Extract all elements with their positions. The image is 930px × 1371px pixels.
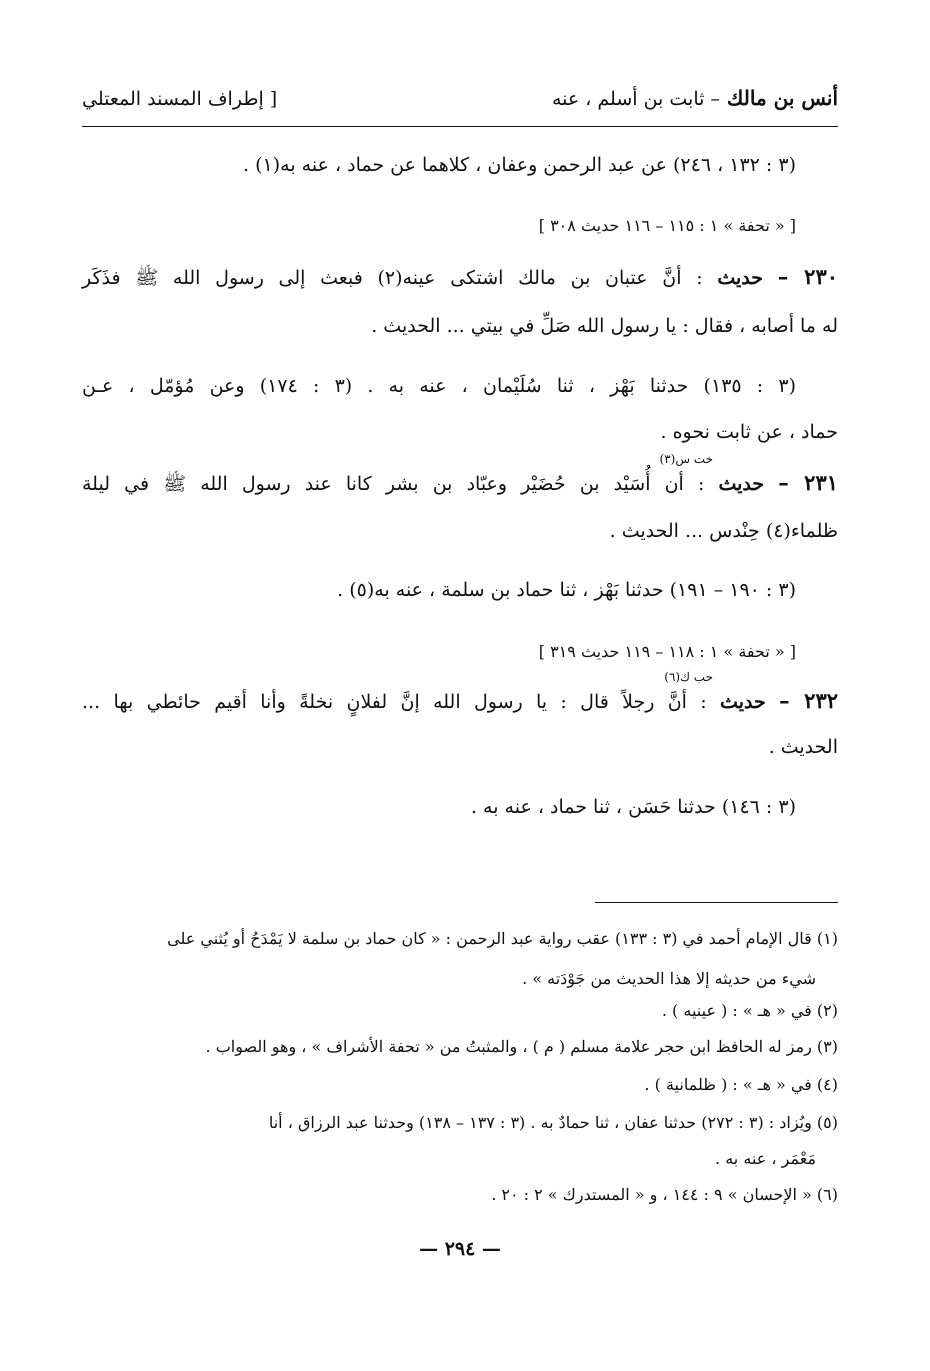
hadith-keyword: حديث xyxy=(718,473,765,495)
hadith-text: : أنَّ عتبان بن مالك اشتكى عينه(٢) فبعث إلى رسول الله ﷺ فذَكَر xyxy=(82,267,703,289)
tuhfa-reference: [ « تحفة » ١ : ١١٨ – ١١٩ حديث ٣١٩ ] xyxy=(538,642,796,661)
footnote: (٤) في « هـ » : ( ظلمانية ) . xyxy=(644,1075,838,1094)
hadith-231-first-line xyxy=(82,468,838,499)
hadith-232-line-2: الحديث . xyxy=(768,736,838,758)
chain-line-2: حماد ، عن ثابت نحوه . xyxy=(660,421,838,443)
reference-line: (٣ : ١٣٢ ، ٢٤٦) عن عبد الرحمن وعفان ، كلاهما عن حماد ، عنه به(١) . xyxy=(243,154,796,176)
hadith-number: ٢٣٠ – xyxy=(777,264,839,289)
chain-line: (٣ : ١٤٦) حدثنا حَسَن ، ثنا حماد ، عنه به . xyxy=(470,796,796,818)
hadith-keyword: حديث xyxy=(717,267,763,289)
narrator-symbol-mark: حب ك(٦) xyxy=(664,670,713,684)
header-subtitle: – ثابت بن أسلم ، عنه xyxy=(551,88,720,110)
header-chapter xyxy=(552,86,838,110)
hadith-231-line-2: ظلماء(٤) حِنْدس ... الحديث . xyxy=(609,520,838,542)
header-title: أنس بن مالك xyxy=(726,86,838,110)
hadith-232-first-line xyxy=(82,686,838,717)
footnote-separator xyxy=(595,902,838,903)
chain-line: (٣ : ١٩٠ – ١٩١) حدثنا بَهْز ، ثنا حماد بن سلمة ، عنه به(٥) . xyxy=(337,579,796,601)
page-number: — ٢٩٤ — xyxy=(419,1238,501,1260)
running-header xyxy=(82,86,838,127)
footnote: (٢) في « هـ » : ( عينيه ) . xyxy=(661,1001,838,1020)
footnote: (٣) رمز له الحافظ ابن حجر علامة مسلم ( م ) ، والمثبتُ من « تحفة الأشراف » ، وهو الصواب . xyxy=(205,1037,838,1056)
footnote: (٦) « الإحسان » ٩ : ١٤٤ ، و « المستدرك » ٢ : ٢٠ . xyxy=(491,1185,838,1204)
header-book-title: [ إطراف المسند المعتلي xyxy=(82,88,278,110)
hadith-text: : أنَّ رجلاً قال : يا رسول الله إنَّ لفلانٍ نخلةً وأنا أقيم حائطي بها ... xyxy=(82,691,707,713)
footnote-continued: شيء من حديثه إلا هذا الحديث من جَوْدَته » . xyxy=(522,969,816,988)
hadith-keyword: حديث xyxy=(720,691,766,713)
footnote: (١) قال الإمام أحمد في (٣ : ١٣٣) عقب رواية عبد الرحمن : « كان حماد بن سلمة لا يَمْدَحُ أو يُثني على xyxy=(167,929,838,948)
footnote: (٥) ويُزاد : (٣ : ٢٧٢) حدثنا عفان ، ثنا حمادٌ به . (٣ : ١٣٧ – ١٣٨) وحدثنا عبد الرزاق ، أنا xyxy=(268,1113,838,1132)
chain-line: (٣ : ١٣٥) حدثنا بَهْز ، ثنا سُلَيْمان ، عنه به . (٣ : ١٧٤) وعن مُؤمّل ، عـن xyxy=(82,375,797,397)
narrator-symbol-mark: خت س(٣) xyxy=(659,452,713,466)
book-page xyxy=(82,0,838,1371)
hadith-number: ٢٣٢ – xyxy=(779,688,839,713)
hadith-230-first-line xyxy=(82,262,838,293)
hadith-text: : أن أُسَيْد بن حُضَيْر وعبّاد بن بشر كانا عند رسول الله ﷺ في ليلة xyxy=(82,473,705,495)
tuhfa-reference: [ « تحفة » ١ : ١١٥ – ١١٦ حديث ٣٠٨ ] xyxy=(538,216,796,235)
footnote-continued: مَعْمَر ، عنه به . xyxy=(715,1149,816,1168)
hadith-230-line-2: له ما أصابه ، فقال : يا رسول الله صَلِّ في بيتي ... الحديث . xyxy=(371,315,838,337)
hadith-number: ٢٣١ – xyxy=(778,470,839,495)
